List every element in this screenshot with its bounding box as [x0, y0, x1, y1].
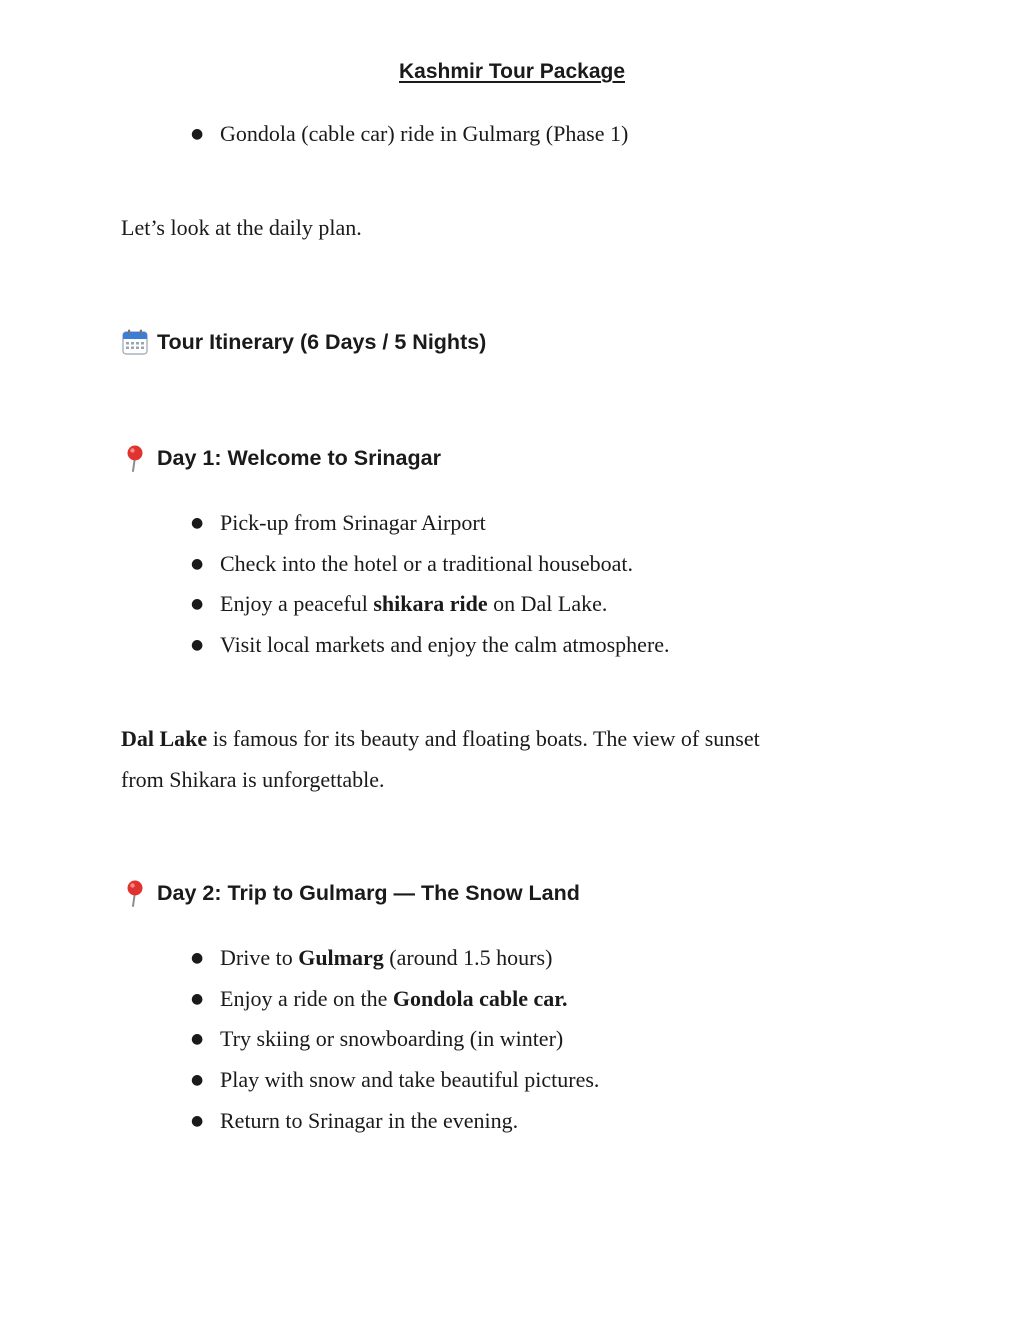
bullet-icon: ●	[191, 515, 204, 531]
day1-heading-label: Day 1: Welcome to Srinagar	[157, 445, 441, 470]
day1-bullet-list	[0, 503, 1024, 666]
bullet-icon: ●	[191, 555, 204, 572]
list-item: ● Check into the hotel or a traditional houseboat.	[0, 544, 1024, 585]
pin-icon	[121, 879, 149, 907]
bullet-icon: ●	[191, 126, 204, 142]
pin-icon	[121, 444, 149, 472]
day2-bullet-list	[0, 938, 1024, 1141]
bullet-icon: ●	[191, 990, 204, 1007]
list-item: ● Play with snow and take beautiful pictures.	[0, 1060, 1024, 1101]
bullet-icon: ●	[191, 1072, 204, 1089]
list-item: ● Try skiing or snowboarding (in winter)	[0, 1019, 1024, 1060]
bullet-icon: ●	[191, 637, 204, 654]
bullet-icon: ●	[191, 1031, 204, 1048]
day2-heading	[121, 879, 580, 907]
itinerary-heading	[121, 328, 486, 356]
dal-lake-paragraph: Dal Lake is famous for its beauty and floating boats. The view of sunset from Shikara is unforgettable.	[121, 726, 760, 792]
document-title: Kashmir Tour Package	[398, 60, 626, 83]
bullet-icon: ●	[191, 596, 204, 613]
list-item: ● Enjoy a peaceful shikara ride on Dal Lake.	[0, 584, 1024, 625]
list-item: ● Gondola (cable car) ride in Gulmarg (Phase 1)	[0, 114, 1024, 155]
list-item: ● Enjoy a ride on the Gondola cable car.	[0, 979, 1024, 1020]
calendar-icon	[121, 328, 149, 356]
list-item: ● Drive to Gulmarg (around 1.5 hours)	[0, 938, 1024, 979]
list-item: ● Return to Srinagar in the evening.	[0, 1101, 1024, 1142]
bullet-icon: ●	[191, 1112, 204, 1129]
day1-heading	[121, 444, 441, 472]
bullet-icon: ●	[191, 950, 204, 966]
intro-paragraph: Let’s look at the daily plan.	[121, 215, 362, 240]
list-item: ● Visit local markets and enjoy the calm atmosphere.	[0, 625, 1024, 666]
itinerary-heading-label: Tour Itinerary (6 Days / 5 Nights)	[157, 329, 487, 354]
day2-heading-label: Day 2: Trip to Gulmarg — The Snow Land	[157, 880, 580, 905]
list-item: ● Pick-up from Srinagar Airport	[0, 503, 1024, 544]
intro-bullet-list	[0, 114, 1024, 155]
